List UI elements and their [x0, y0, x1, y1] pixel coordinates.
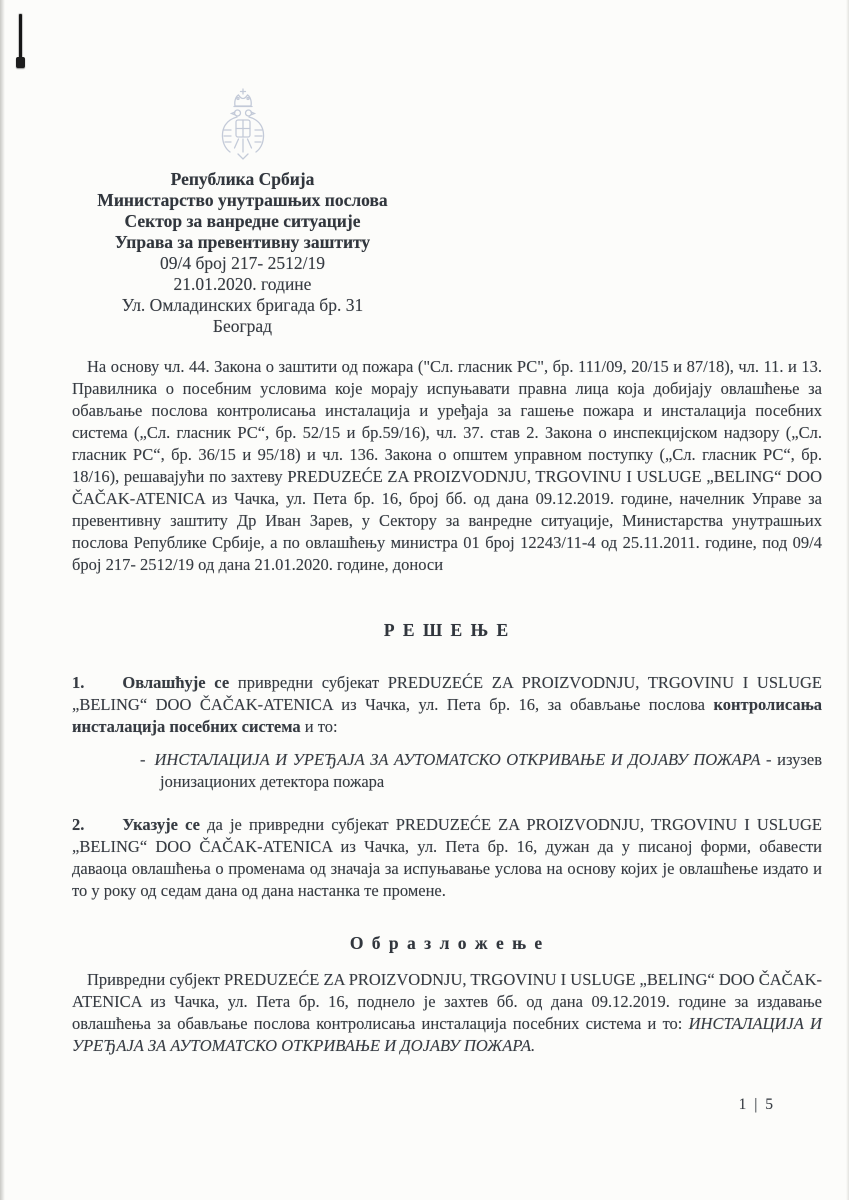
explanation-italic-text: ИНСТАЛАЦИЈА И УРЕЂАЈА ЗА АУТОМАТСКО ОТКРИВАЊЕ И ДОЈАВУ ПОЖАРА.: [72, 1014, 822, 1055]
item-2-text: да је привредни субјекат PREDUZEĆE ZA PROIZVODNJU, TRGOVINU I USLUGE „BELING“ DOO ČAČAK-ATENICA из Чачка, ул. Пета бр. 16, дужан да у писаној форми, обавести даваоца овлашћења о променама од значаја за испуњавање услова на основу којих је овлашћење издато и то у року од седам дана од дана настанка те промене.: [72, 815, 822, 900]
resolution-item-1: [72, 672, 822, 738]
item-1-text-end: и то:: [300, 717, 338, 736]
scan-artifact-blob: [16, 57, 25, 68]
letterhead-sector: Сектор за ванредне ситуације: [124, 211, 361, 231]
bullet-dash: -: [140, 750, 146, 769]
resolution-item-2: [72, 814, 822, 902]
letterhead-directorate: Управа за превентивну заштиту: [114, 232, 371, 252]
bullet-italic-text: ИНСТАЛАЦИЈА И УРЕЂАЈА ЗА АУТОМАТСКО ОТКРИВАЊЕ И ДОЈАВУ ПОЖАРА: [154, 750, 761, 769]
letterhead-ref-number: 09/4 број 217- 2512/19: [160, 253, 325, 273]
item-1-text: привредни субјекат PREDUZEĆE ZA PROIZVODNJU, TRGOVINU I USLUGE „BELING“ DOO ČAČAK-ATENICA из Чачка, ул. Пета бр. 16, за обављање послова: [72, 673, 822, 714]
item-2-number: 2.: [72, 815, 85, 834]
explanation-heading: О б р а з л о ж е њ е: [349, 933, 545, 953]
item-1-bold-lead: Овлашћује се: [122, 673, 230, 692]
letterhead-city: Београд: [212, 316, 273, 336]
scan-artifact-bar: [19, 14, 22, 60]
letterhead-address: Ул. Омладинских бригада бр. 31: [121, 295, 364, 315]
explanation-paragraph: [72, 969, 822, 1057]
letterhead-ministry: Министарство унутрашњих послова: [97, 190, 388, 210]
letterhead: [50, 87, 435, 337]
resolution-item-1-bullet: [140, 749, 822, 793]
letterhead-country: Република Србија: [170, 169, 315, 189]
bullet-regular-text: - изузев јонизационих детектора пожара: [160, 750, 822, 791]
explanation-text: Привредни субјект PREDUZEĆE ZA PROIZVODNJU, TRGOVINU I USLUGE „BELING“ DOO ČAČAK-ATENICA из Чачка, ул. Пета бр. 16, поднело је захтев бб. од дана 09.12.2019. године за издавање овлашћења за обављање послова контролисања инсталација посебних система и то:: [72, 970, 822, 1033]
item-2-bold-lead: Указује се: [122, 815, 200, 834]
intro-paragraph: На основу чл. 44. Закона о заштити од пожара ("Сл. гласник РС", бр. 111/09, 20/15 и 87/18), чл. 11. и 13. Правилника о посебним условима које морају испуњавати правна лица која добијају овлашћење за обављање послова контролисања инсталација и уређаја за гашење пожара и инсталација посебних система („Сл. гласник РС“, бр. 52/15 и бр.59/16), чл. 37. став 2. Закона о инспекцијском надзору („Сл. гласник РС“, бр. 36/15 и 95/18) и чл. 136. Закона о општем управном поступку („Сл. гласник РС“, бр. 18/16), решавајући по захтеву PREDUZEĆE ZA PROIZVODNJU, TRGOVINU I USLUGE „BELING“ DOO ČAČAK-ATENICA из Чачка, ул. Пета бр. 16, број бб. од дана 09.12.2019. године, начелник Управе за превентивну заштиту Др Иван Зарев, у Сектору за ванредне ситуације, Министарства унутрашњих послова Републике Србије, а по овлашћењу министра 01 број 12243/11-4 од 25.11.2011. године, под 09/4 број 217- 2512/19 од дана 21.01.2020. године, доноси: [72, 357, 822, 574]
page-number: 1 | 5: [738, 1096, 775, 1113]
page-footer: [739, 1096, 775, 1114]
letterhead-date: 21.01.2020. године: [173, 274, 312, 294]
resolution-heading: Р Е Ш Е Њ Е: [383, 620, 511, 640]
serbia-coat-of-arms-icon: [217, 87, 269, 163]
item-1-number: 1.: [72, 673, 85, 692]
item-1-bold-scope: контролисања инсталација посебних система: [72, 695, 822, 736]
